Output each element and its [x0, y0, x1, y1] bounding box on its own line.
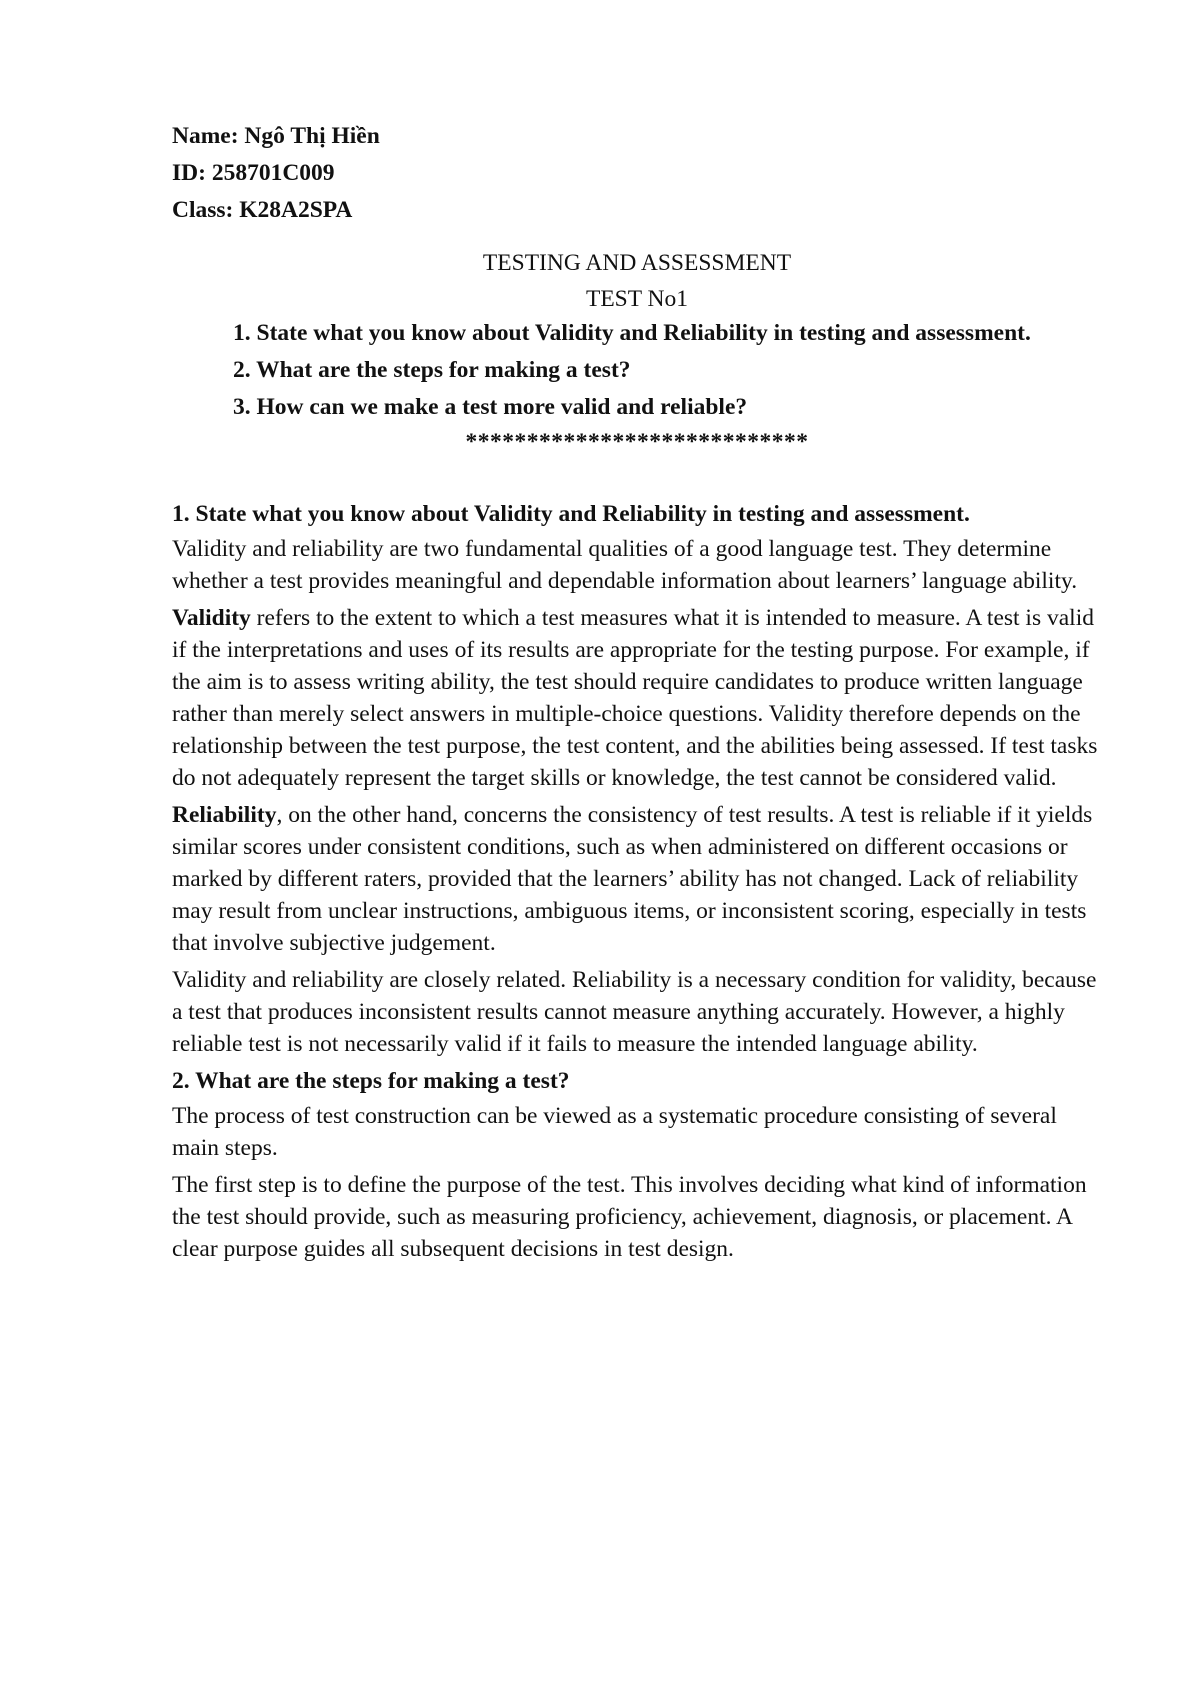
section-1-intro: Validity and reliability are two fundamental qualities of a good language test. They determine whether a test provides meaningful and dependable information about learners’ language ability. — [172, 536, 1078, 594]
validity-term: Validity — [172, 605, 251, 631]
test-title: TEST No1 — [585, 286, 689, 312]
student-name: Name: Ngô Thị Hiền — [172, 123, 380, 149]
question-list — [172, 317, 1102, 423]
reliability-term: Reliability — [172, 802, 277, 828]
student-class: Class: K28A2SPA — [172, 197, 353, 223]
student-id: ID: 258701C009 — [172, 160, 335, 186]
section-1-heading: 1. State what you know about Validity and Reliability in testing and assessment. — [172, 501, 970, 527]
validity-text: refers to the extent to which a test measures what it is intended to measure. A test is valid if the interpretations and uses of its results are appropriate for the testing purpose. For example, if the aim is to assess writing ability, the test should require candidates to produce written language rather than merely select answers in multiple-choice questions. Validity therefore depends on the relationship between the test purpose, the test content, and the abilities being assessed. If test tasks do not adequately represent the target skills or knowledge, the test cannot be considered valid. — [172, 605, 1098, 791]
question-item: 2. What are the steps for making a test? — [233, 357, 631, 383]
reliability-text: , on the other hand, concerns the consistency of test results. A test is reliable if it yields similar scores under consistent conditions, such as when administered on different occasions or marked by different raters, provided that the learners’ ability has not changed. Lack of reliability may result from unclear instructions, ambiguous items, or inconsistent scoring, especially in tests that involve subjective judgement. — [172, 802, 1093, 956]
section-2-intro: The process of test construction can be viewed as a systematic procedure consisting of several main steps. — [172, 1103, 1057, 1161]
relation-paragraph: Validity and reliability are closely related. Reliability is a necessary condition for validity, because a test that produces inconsistent results cannot measure anything accurately. However, a highly reliable test is not necessarily valid if it fails to measure the intended language ability. — [172, 967, 1097, 1057]
step-1-paragraph: The first step is to define the purpose of the test. This involves deciding what kind of information the test should provide, such as measuring proficiency, achievement, diagnosis, or placement. A clear purpose guides all subsequent decisions in test design. — [172, 1172, 1087, 1262]
course-title: TESTING AND ASSESSMENT — [482, 250, 792, 276]
validity-paragraph — [172, 602, 1102, 794]
question-item: 1. State what you know about Validity and Reliability in testing and assessment. — [233, 320, 1031, 346]
question-item: 3. How can we make a test more valid and reliable? — [233, 394, 748, 420]
section-2-heading: 2. What are the steps for making a test? — [172, 1068, 570, 1094]
reliability-paragraph — [172, 799, 1102, 959]
separator-stars: **************************** — [465, 429, 809, 455]
document-body — [172, 118, 1102, 1270]
